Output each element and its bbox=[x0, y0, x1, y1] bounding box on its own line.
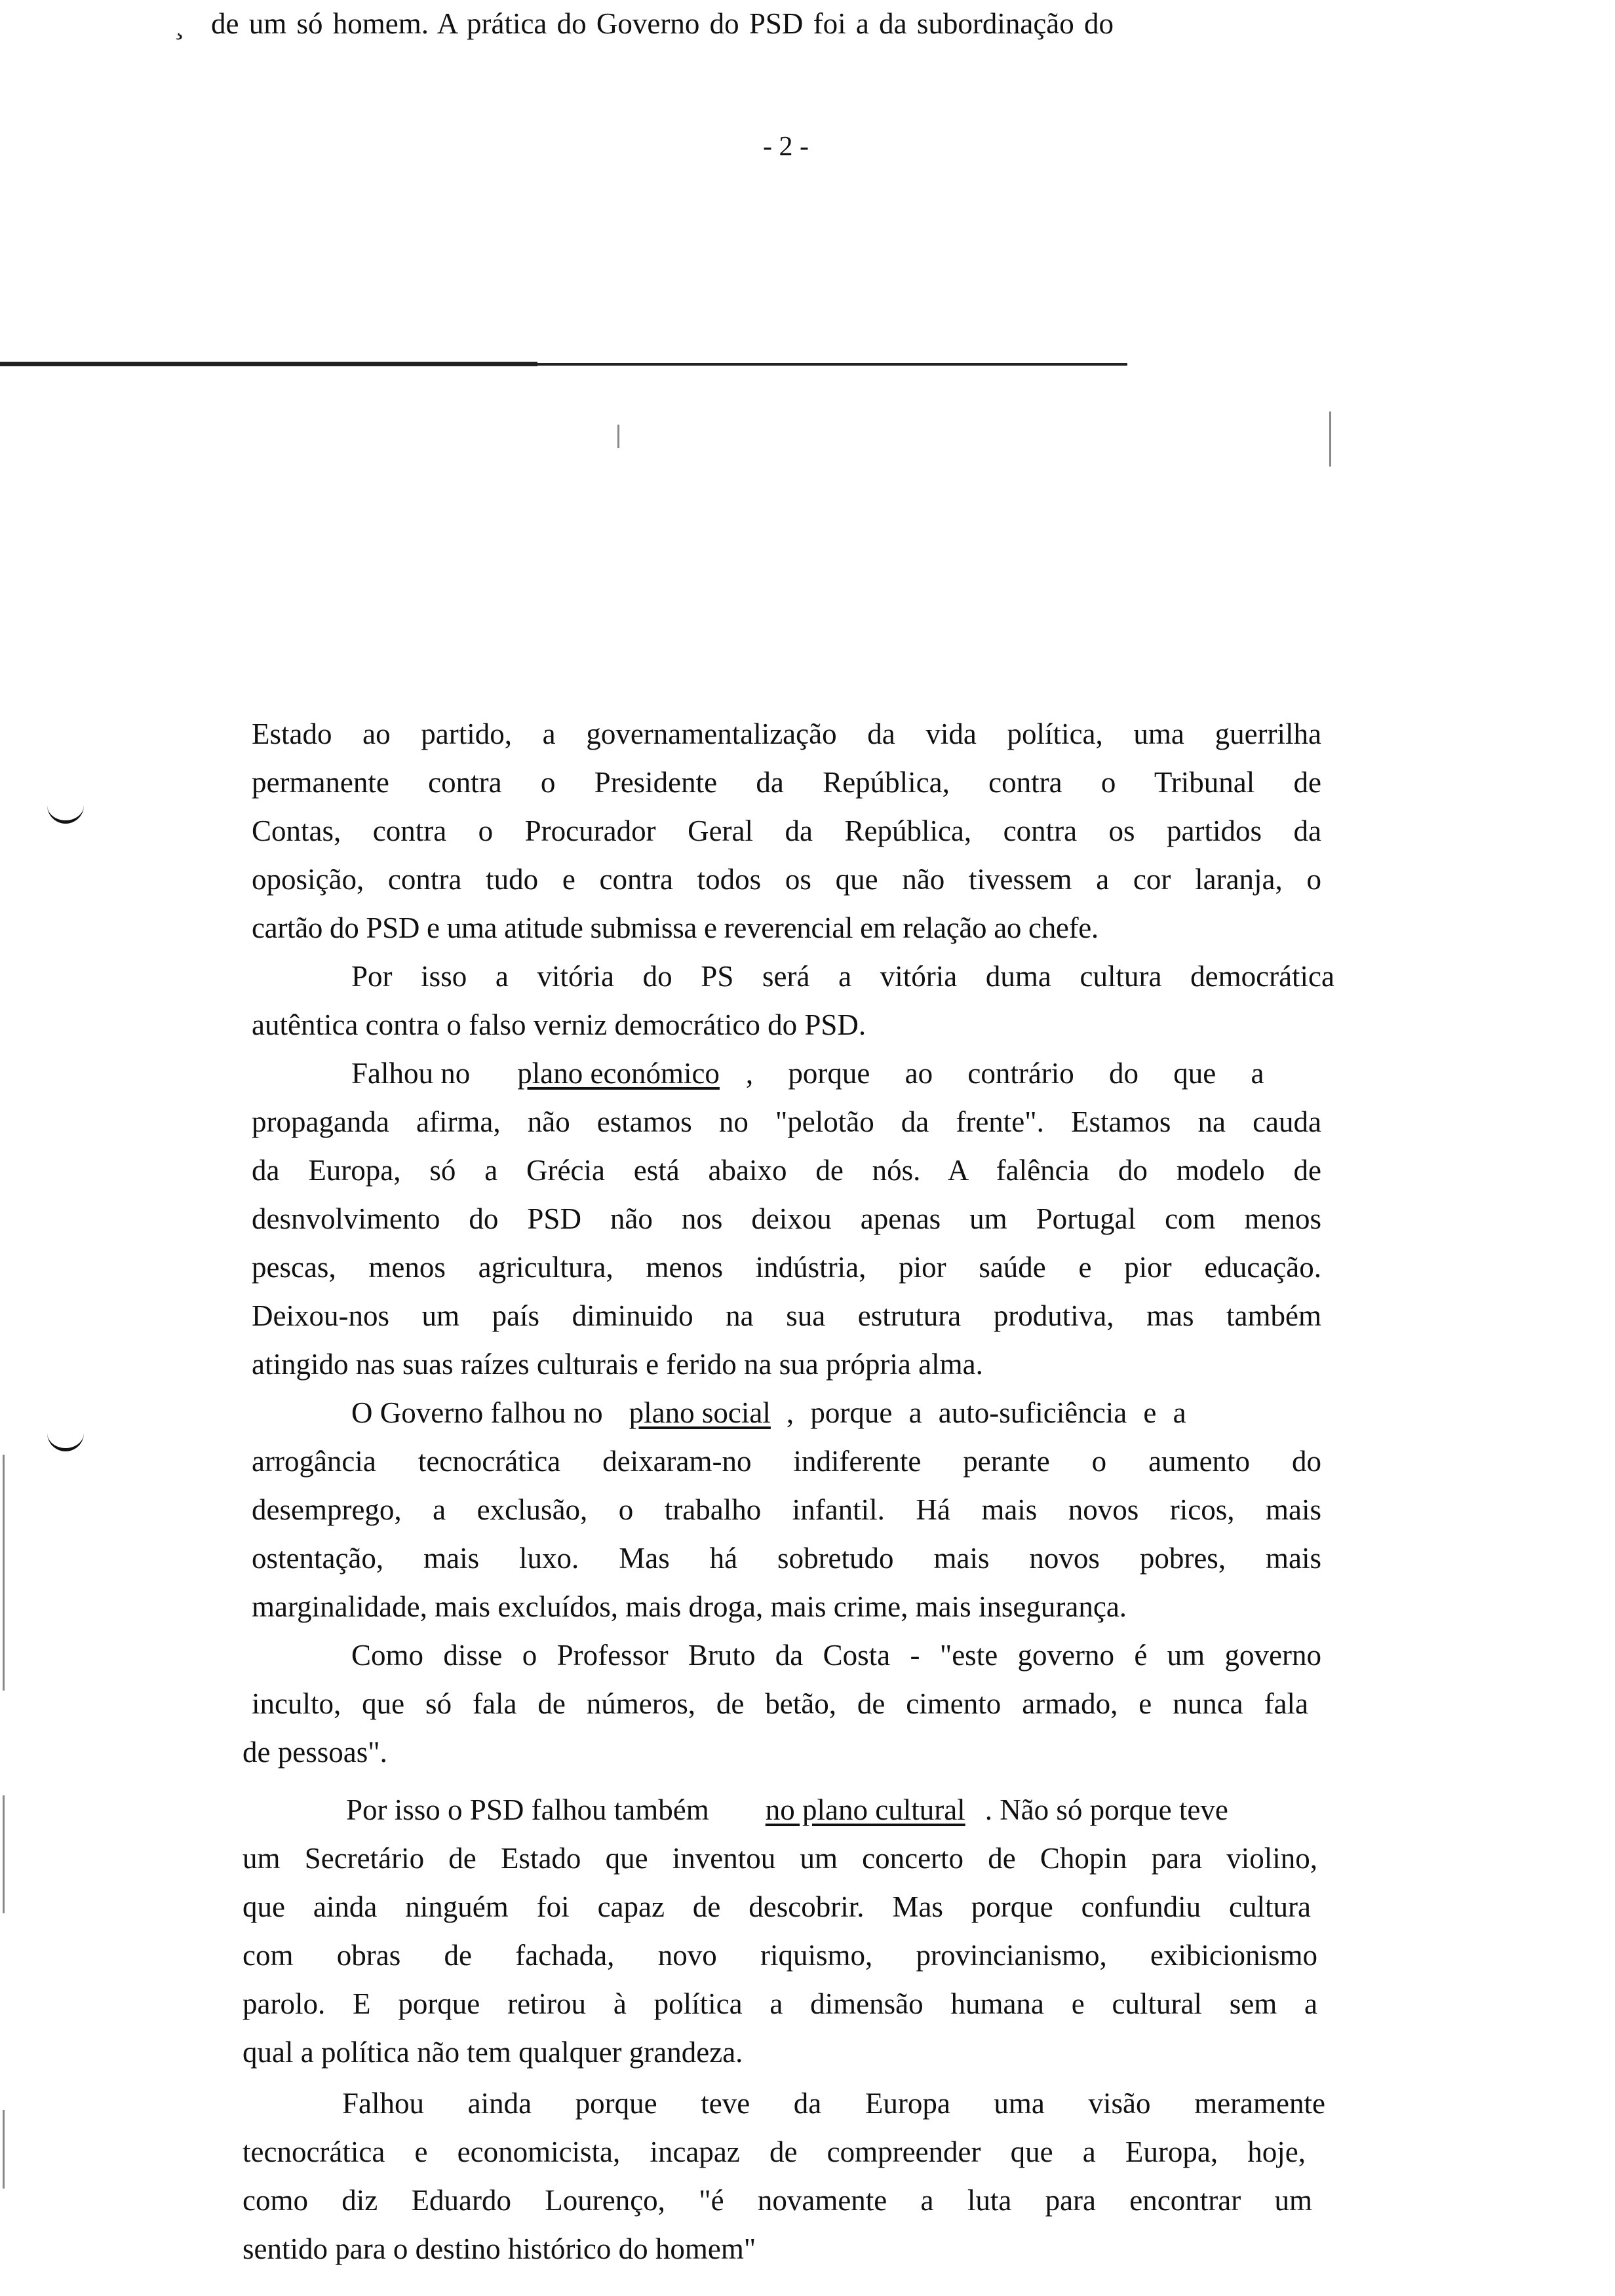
scan-speck bbox=[1329, 411, 1331, 467]
body-line: autêntica contra o falso verniz democrático do PSD. bbox=[252, 1008, 866, 1041]
body-line: sentido para o destino histórico do homem" bbox=[243, 2232, 756, 2265]
margin-mark bbox=[47, 803, 84, 824]
body-text: Falhou no bbox=[351, 1057, 471, 1090]
underlined-heading: no plano cultural bbox=[765, 1793, 965, 1826]
body-line: Estado ao partido, a governamentalização da vida política, uma guerrilha bbox=[252, 718, 1321, 750]
body-line: com obras de fachada, novo riquismo, provincianismo, exibicionismo bbox=[243, 1939, 1317, 1972]
body-line: desnvolvimento do PSD não nos deixou apenas um Portugal com menos bbox=[252, 1202, 1321, 1235]
body-text: , porque a auto-suficiência e a bbox=[786, 1396, 1186, 1429]
body-line: que ainda ninguém foi capaz de descobrir. Mas porque confundiu cultura bbox=[243, 1890, 1311, 1923]
prev-page-line: de um só homem. A prática do Governo do PSD foi a da subordinação do bbox=[211, 7, 1114, 40]
page-break-rule-thick bbox=[0, 362, 537, 366]
prev-page-bullet: ¸ bbox=[174, 7, 184, 40]
body-line: Como disse o Professor Bruto da Costa - "este governo é um governo bbox=[351, 1639, 1321, 1672]
body-line: atingido nas suas raízes culturais e ferido na sua própria alma. bbox=[252, 1348, 983, 1381]
body-line: parolo. E porque retirou à política a dimensão humana e cultural sem a bbox=[243, 1987, 1317, 2020]
body-line: inculto, que só fala de números, de betão, de cimento armado, e nunca fala bbox=[252, 1687, 1308, 1720]
scan-edge-mark bbox=[3, 1455, 5, 1691]
body-line: desemprego, a exclusão, o trabalho infantil. Há mais novos ricos, mais bbox=[252, 1493, 1321, 1526]
underlined-heading: plano social bbox=[629, 1396, 771, 1429]
body-line: um Secretário de Estado que inventou um concerto de Chopin para violino, bbox=[243, 1842, 1317, 1875]
body-line bbox=[346, 1791, 1228, 1828]
body-line bbox=[351, 1394, 1186, 1431]
margin-mark bbox=[47, 1431, 84, 1451]
body-line: tecnocrática e economicista, incapaz de compreender que a Europa, hoje, bbox=[243, 2135, 1306, 2168]
scan-edge-mark bbox=[3, 1795, 5, 1913]
body-line: oposição, contra tudo e contra todos os que não tivessem a cor laranja, o bbox=[252, 863, 1321, 896]
body-line: arrogância tecnocrática deixaram-no indiferente perante o aumento do bbox=[252, 1445, 1321, 1478]
body-line: Por isso a vitória do PS será a vitória duma cultura democrática bbox=[351, 960, 1334, 993]
scan-speck bbox=[617, 425, 619, 448]
body-line: Deixou-nos um país diminuido na sua estrutura produtiva, mas também bbox=[252, 1299, 1321, 1332]
body-line: de pessoas". bbox=[243, 1736, 387, 1769]
body-line: qual a política não tem qualquer grandeza. bbox=[243, 2036, 743, 2069]
body-line bbox=[351, 1055, 1264, 1092]
body-line: Falhou ainda porque teve da Europa uma visão meramente bbox=[342, 2087, 1325, 2120]
body-line: pescas, menos agricultura, menos indústria, pior saúde e pior educação. bbox=[252, 1251, 1321, 1284]
body-text: . Não só porque teve bbox=[984, 1793, 1228, 1826]
body-line: da Europa, só a Grécia está abaixo de nós. A falência do modelo de bbox=[252, 1154, 1321, 1187]
page-number: - 2 - bbox=[763, 132, 809, 162]
body-line: cartão do PSD e uma atitude submissa e reverencial em relação ao chefe. bbox=[252, 911, 1099, 944]
scan-edge-mark bbox=[3, 2110, 5, 2189]
body-text: Por isso o PSD falhou também bbox=[346, 1793, 709, 1826]
body-line: ostentação, mais luxo. Mas há sobretudo mais novos pobres, mais bbox=[252, 1542, 1321, 1575]
body-line: como diz Eduardo Lourenço, "é novamente a luta para encontrar um bbox=[243, 2184, 1312, 2217]
body-line: Contas, contra o Procurador Geral da República, contra os partidos da bbox=[252, 814, 1321, 847]
body-text: O Governo falhou no bbox=[351, 1396, 603, 1429]
body-text: , porque ao contrário do que a bbox=[745, 1057, 1264, 1090]
body-line: marginalidade, mais excluídos, mais droga, mais crime, mais insegurança. bbox=[252, 1590, 1127, 1623]
body-line: propaganda afirma, não estamos no "pelotão da frente". Estamos na cauda bbox=[252, 1105, 1321, 1138]
underlined-heading: plano económico bbox=[517, 1057, 720, 1090]
body-line: permanente contra o Presidente da República, contra o Tribunal de bbox=[252, 766, 1321, 799]
